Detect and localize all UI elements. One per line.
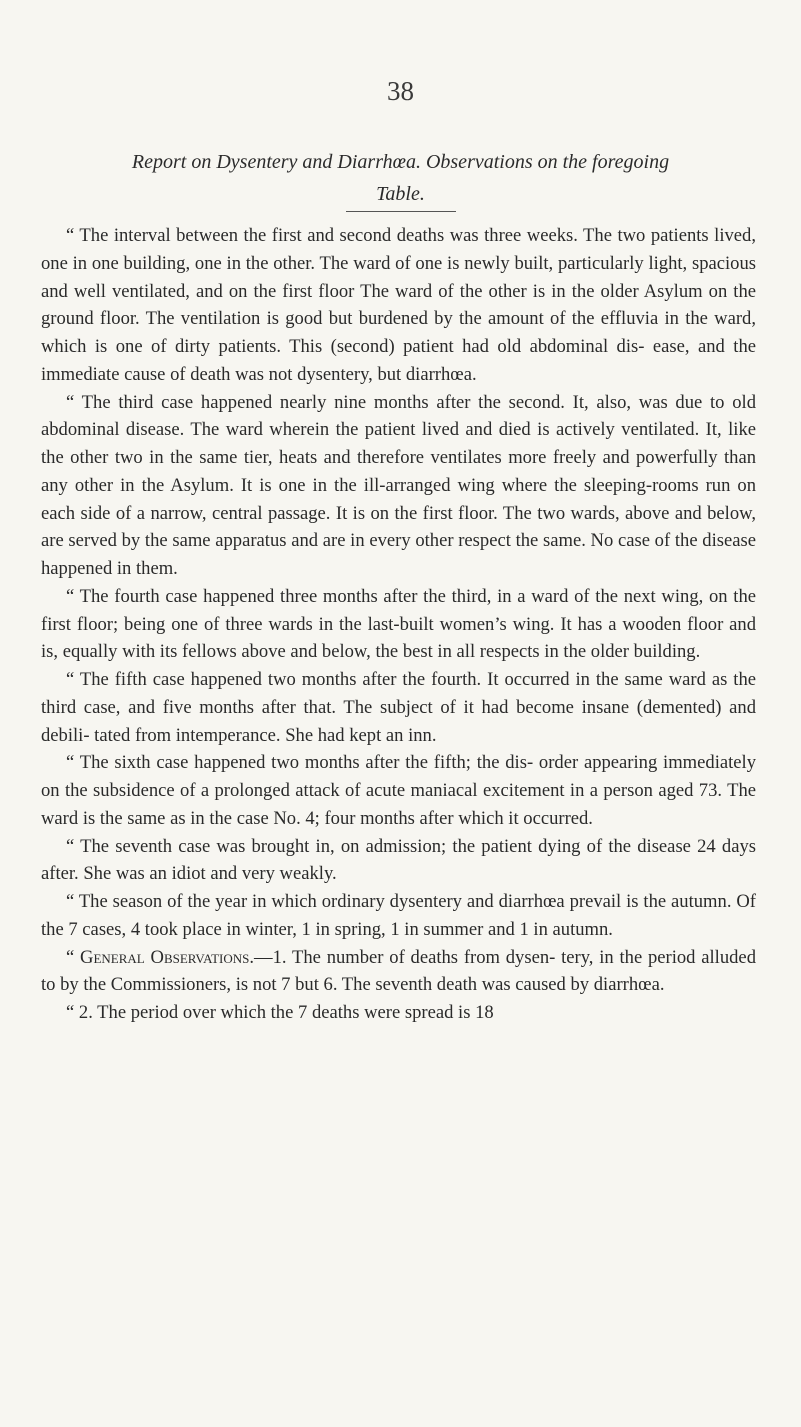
paragraph-3: “ The fourth case happened three months after the third, in a ward of the next wing, on the first floor; being one of three wards in the last-built women’s wing. It has a wooden floor and is, equally with its fellows above and below, the best in all respects in the older building. (41, 585, 756, 663)
general-observations-text: —1. The number of deaths from dysen- tery, in the period alluded to by the Commissioners, is not 7 but 6. The seventh death was caused by diarrhœa. (41, 946, 756, 996)
general-open-quote: “ (66, 946, 81, 968)
paragraph-2: “ The third case happened nearly nine months after the second. It, also, was due to old abdominal disease. The ward wherein the patient lived and died is actively ventilated. It, like the other two in the same tier, heats and therefore ventilates more freely and powerfully than any other in the Asylum. It is one in the ill-arranged wing where the sleeping-rooms run on each side of a narrow, central passage. It is on the first floor. The two wards, above and below, are served by the same apparatus and are in every other respect the same. No case of the disease happened in them. (41, 391, 756, 579)
section-heading-line-1: Report on Dysentery and Diarrhœa. Observations on the foregoing (131, 151, 670, 173)
section-heading (40, 146, 761, 210)
heading-divider (346, 211, 456, 212)
paragraph-5: “ The sixth case happened two months after the fifth; the dis- order appearing immediately on the subsidence of a prolonged attack of acute maniacal excitement in a person aged 73. The ward is the same as in the case No. 4; four months after which it occurred. (41, 752, 756, 829)
section-heading-line-2: Table. (376, 183, 425, 205)
page-number: 38 (387, 76, 414, 106)
body-text (41, 222, 756, 1027)
paragraph-6: “ The seventh case was brought in, on admission; the patient dying of the disease 24 days after. She was an idiot and very weakly. (41, 835, 756, 885)
paragraph-7: “ The season of the year in which ordinary dysentery and diarrhœa prevail is the autumn. Of the 7 cases, 4 took place in winter, 1 in spring, 1 in summer and 1 in autumn. (41, 891, 756, 940)
paragraph-last: “ 2. The period over which the 7 deaths were spread is 18 (66, 1002, 494, 1023)
general-observations-heading: General Observations. (80, 946, 255, 968)
paragraph-1: “ The interval between the first and second deaths was three weeks. The two patients lived, one in one building, one in the other. The ward of one is newly built, particularly light, spacious and well ventilated, and on the first floor The ward of the other is in the older Asylum on the ground floor. The ventilation is good but burdened by the amount of the effluvia in the ward, which is one of dirty patients. This (second) patient had old abdominal dis- ease, and the immediate cause of death was not dysentery, but diarrhœa. (41, 225, 756, 385)
general-observations-paragraph (41, 944, 756, 1000)
paragraph-4: “ The fifth case happened two months after the fourth. It occurred in the same ward as the third case, and five months after that. The subject of it had become insane (demented) and debili- tated from intemperance. She had kept an inn. (41, 669, 756, 746)
